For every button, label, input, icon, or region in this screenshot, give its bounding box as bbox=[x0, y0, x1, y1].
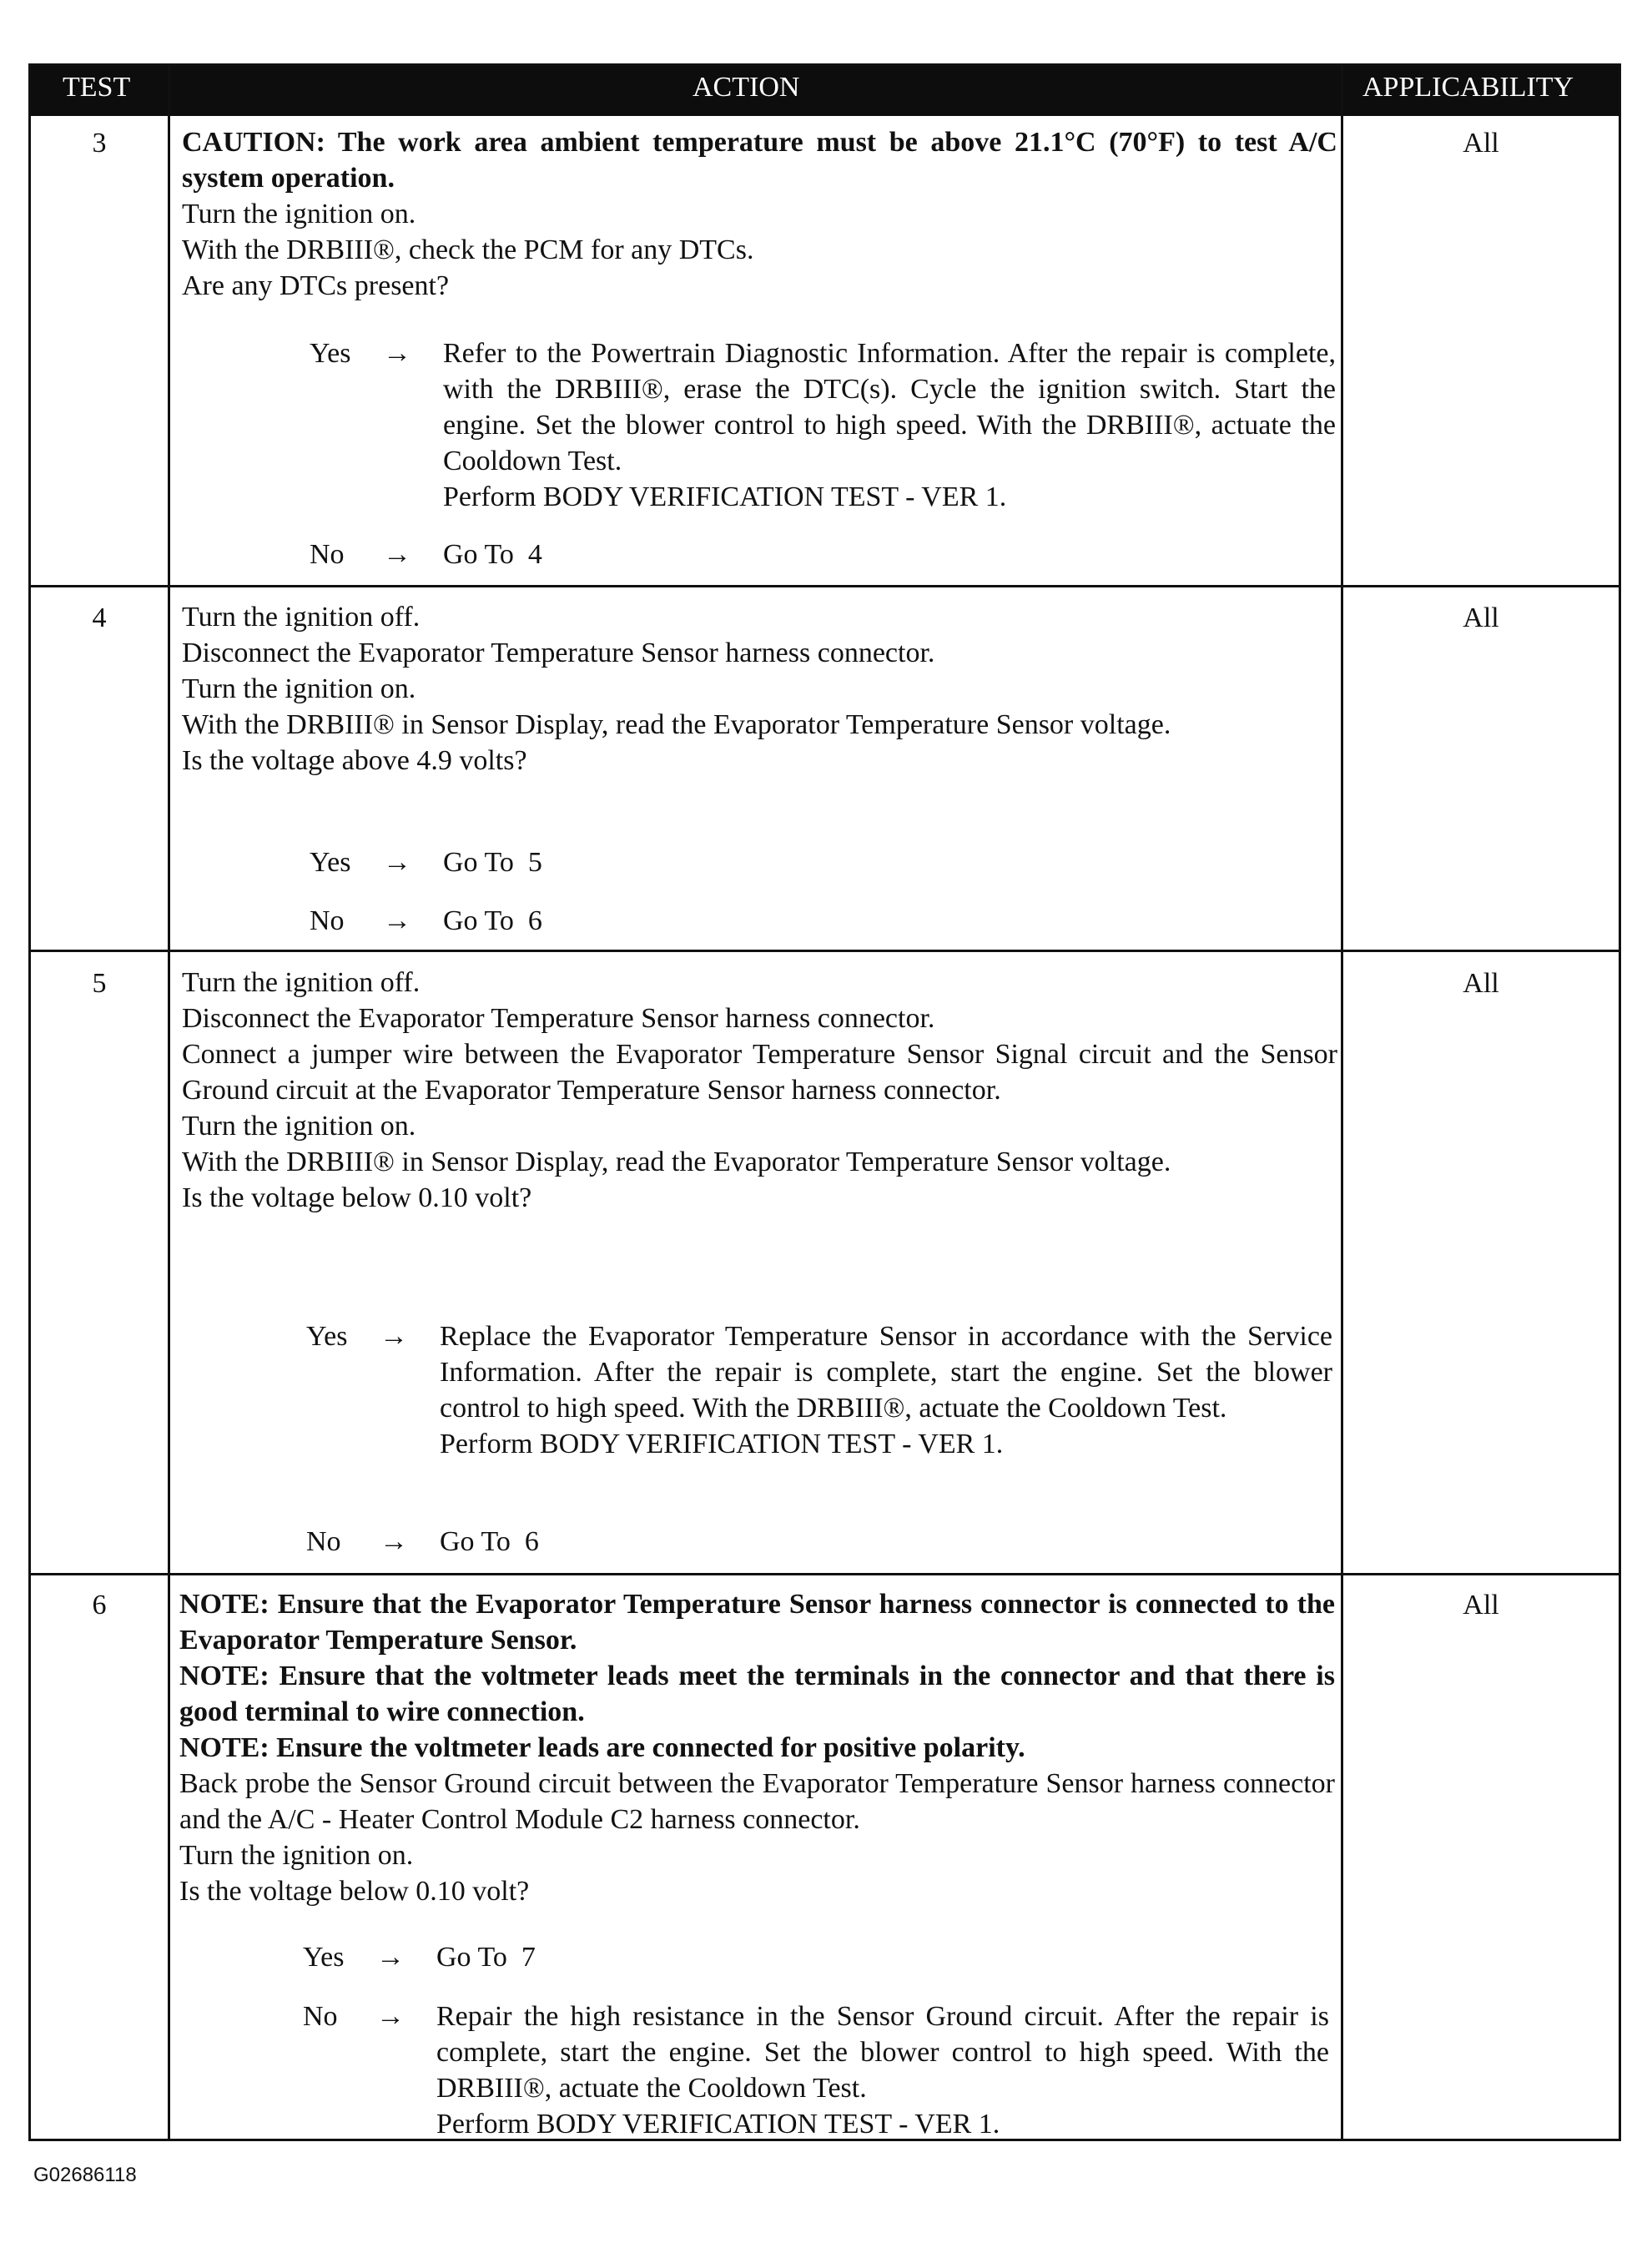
test-number: 3 bbox=[92, 128, 107, 159]
applicability: All bbox=[1463, 1590, 1499, 1620]
action-steps bbox=[182, 124, 1337, 304]
row-divider bbox=[31, 1573, 1619, 1575]
row-divider bbox=[31, 950, 1619, 952]
question: Are any DTCs present? bbox=[182, 270, 450, 301]
column-divider bbox=[168, 66, 170, 2139]
question: Is the voltage below 0.10 volt? bbox=[182, 1182, 532, 1213]
option-label: No bbox=[310, 539, 345, 570]
header-action: ACTION bbox=[693, 72, 800, 103]
option-text: Go To 5 bbox=[443, 847, 542, 878]
action-steps bbox=[179, 1586, 1335, 1909]
column-divider bbox=[1341, 66, 1343, 2139]
arrow-icon: → bbox=[380, 1321, 408, 1352]
option-text bbox=[440, 1318, 1332, 1462]
action-line: Back probe the Sensor Ground circuit between the Evaporator Temperature Sensor harness connector and the A/C - Heater Control Module C2 harness connector. bbox=[179, 1768, 1335, 1835]
option-instruction: Refer to the Powertrain Diagnostic Information. After the repair is complete, with the DRBIII®, erase the DTC(s). Cycle the ignition switch. Start the engine. Set the blower control to high speed. With the DRBIII®, actuate the Cooldown Test. bbox=[443, 338, 1336, 476]
arrow-icon: → bbox=[376, 1942, 405, 1973]
action-line: Disconnect the Evaporator Temperature Sensor harness connector. bbox=[182, 638, 935, 668]
option-text: Go To 6 bbox=[443, 905, 542, 936]
option-label: No bbox=[310, 905, 345, 936]
caution-note: CAUTION: The work area ambient temperature must be above 21.1°C (70°F) to test A/C system operation. bbox=[182, 127, 1337, 194]
option-text: Go To 4 bbox=[443, 539, 542, 570]
action-line: Connect a jumper wire between the Evaporator Temperature Sensor Signal circuit and the Sensor Ground circuit at the Evaporator Temperature Sensor harness connector. bbox=[182, 1039, 1337, 1106]
action-line: With the DRBIII®, check the PCM for any DTCs. bbox=[182, 234, 754, 265]
option-verification: Perform BODY VERIFICATION TEST - VER 1. bbox=[443, 481, 1007, 512]
action-line: Turn the ignition on. bbox=[182, 199, 416, 229]
note: NOTE: Ensure that the Evaporator Temperature Sensor harness connector is connected to the Evaporator Temperature Sensor. bbox=[179, 1589, 1335, 1656]
action-line: Turn the ignition on. bbox=[179, 1840, 414, 1871]
test-number: 5 bbox=[92, 968, 107, 999]
action-line: Turn the ignition off. bbox=[182, 602, 421, 633]
arrow-icon: → bbox=[376, 2001, 405, 2032]
applicability: All bbox=[1463, 128, 1499, 159]
header-test: TEST bbox=[63, 72, 131, 103]
test-number: 6 bbox=[92, 1590, 107, 1620]
row-divider bbox=[31, 585, 1619, 587]
option-text bbox=[436, 1999, 1329, 2142]
option-label: No bbox=[303, 2001, 338, 2032]
option-label: Yes bbox=[310, 338, 351, 369]
option-label: Yes bbox=[306, 1321, 348, 1352]
header-applicability: APPLICABILITY bbox=[1362, 72, 1574, 103]
action-line: Turn the ignition on. bbox=[182, 1111, 416, 1142]
table-header bbox=[31, 66, 1619, 116]
applicability: All bbox=[1463, 602, 1499, 633]
option-label: No bbox=[306, 1526, 341, 1557]
option-verification: Perform BODY VERIFICATION TEST - VER 1. bbox=[440, 1429, 1004, 1459]
question: Is the voltage below 0.10 volt? bbox=[179, 1876, 530, 1907]
applicability: All bbox=[1463, 968, 1499, 999]
option-verification: Perform BODY VERIFICATION TEST - VER 1. bbox=[436, 2109, 1000, 2140]
option-instruction: Repair the high resistance in the Sensor Ground circuit. After the repair is complete, start the engine. Set the blower control to high speed. With the DRBIII®, actuate the Cooldown Test. bbox=[436, 2001, 1329, 2104]
option-instruction: Replace the Evaporator Temperature Sensor in accordance with the Service Information. After the repair is complete, start the engine. Set the blower control to high speed. With the DRBIII®, actuate the Cooldown Test. bbox=[440, 1321, 1332, 1424]
action-line: Disconnect the Evaporator Temperature Sensor harness connector. bbox=[182, 1003, 935, 1034]
diagnostic-table bbox=[28, 63, 1621, 2141]
action-line: Turn the ignition on. bbox=[182, 673, 416, 704]
test-number: 4 bbox=[92, 602, 107, 633]
figure-code: G02686118 bbox=[33, 2164, 137, 2186]
arrow-icon: → bbox=[383, 539, 411, 570]
question: Is the voltage above 4.9 volts? bbox=[182, 745, 527, 776]
option-label: Yes bbox=[303, 1942, 345, 1973]
arrow-icon: → bbox=[383, 847, 411, 878]
option-text bbox=[443, 335, 1336, 515]
action-steps bbox=[182, 599, 1337, 779]
action-line: With the DRBIII® in Sensor Display, read the Evaporator Temperature Sensor voltage. bbox=[182, 709, 1171, 740]
option-label: Yes bbox=[310, 847, 351, 878]
arrow-icon: → bbox=[383, 338, 411, 369]
option-text: Go To 6 bbox=[440, 1526, 539, 1557]
arrow-icon: → bbox=[383, 905, 411, 936]
option-text: Go To 7 bbox=[436, 1942, 536, 1973]
note: NOTE: Ensure the voltmeter leads are connected for positive polarity. bbox=[179, 1732, 1025, 1763]
action-line: With the DRBIII® in Sensor Display, read the Evaporator Temperature Sensor voltage. bbox=[182, 1147, 1171, 1177]
action-line: Turn the ignition off. bbox=[182, 967, 421, 998]
note: NOTE: Ensure that the voltmeter leads meet the terminals in the connector and that there is good terminal to wire connection. bbox=[179, 1661, 1335, 1727]
action-steps bbox=[182, 965, 1337, 1216]
arrow-icon: → bbox=[380, 1526, 408, 1557]
